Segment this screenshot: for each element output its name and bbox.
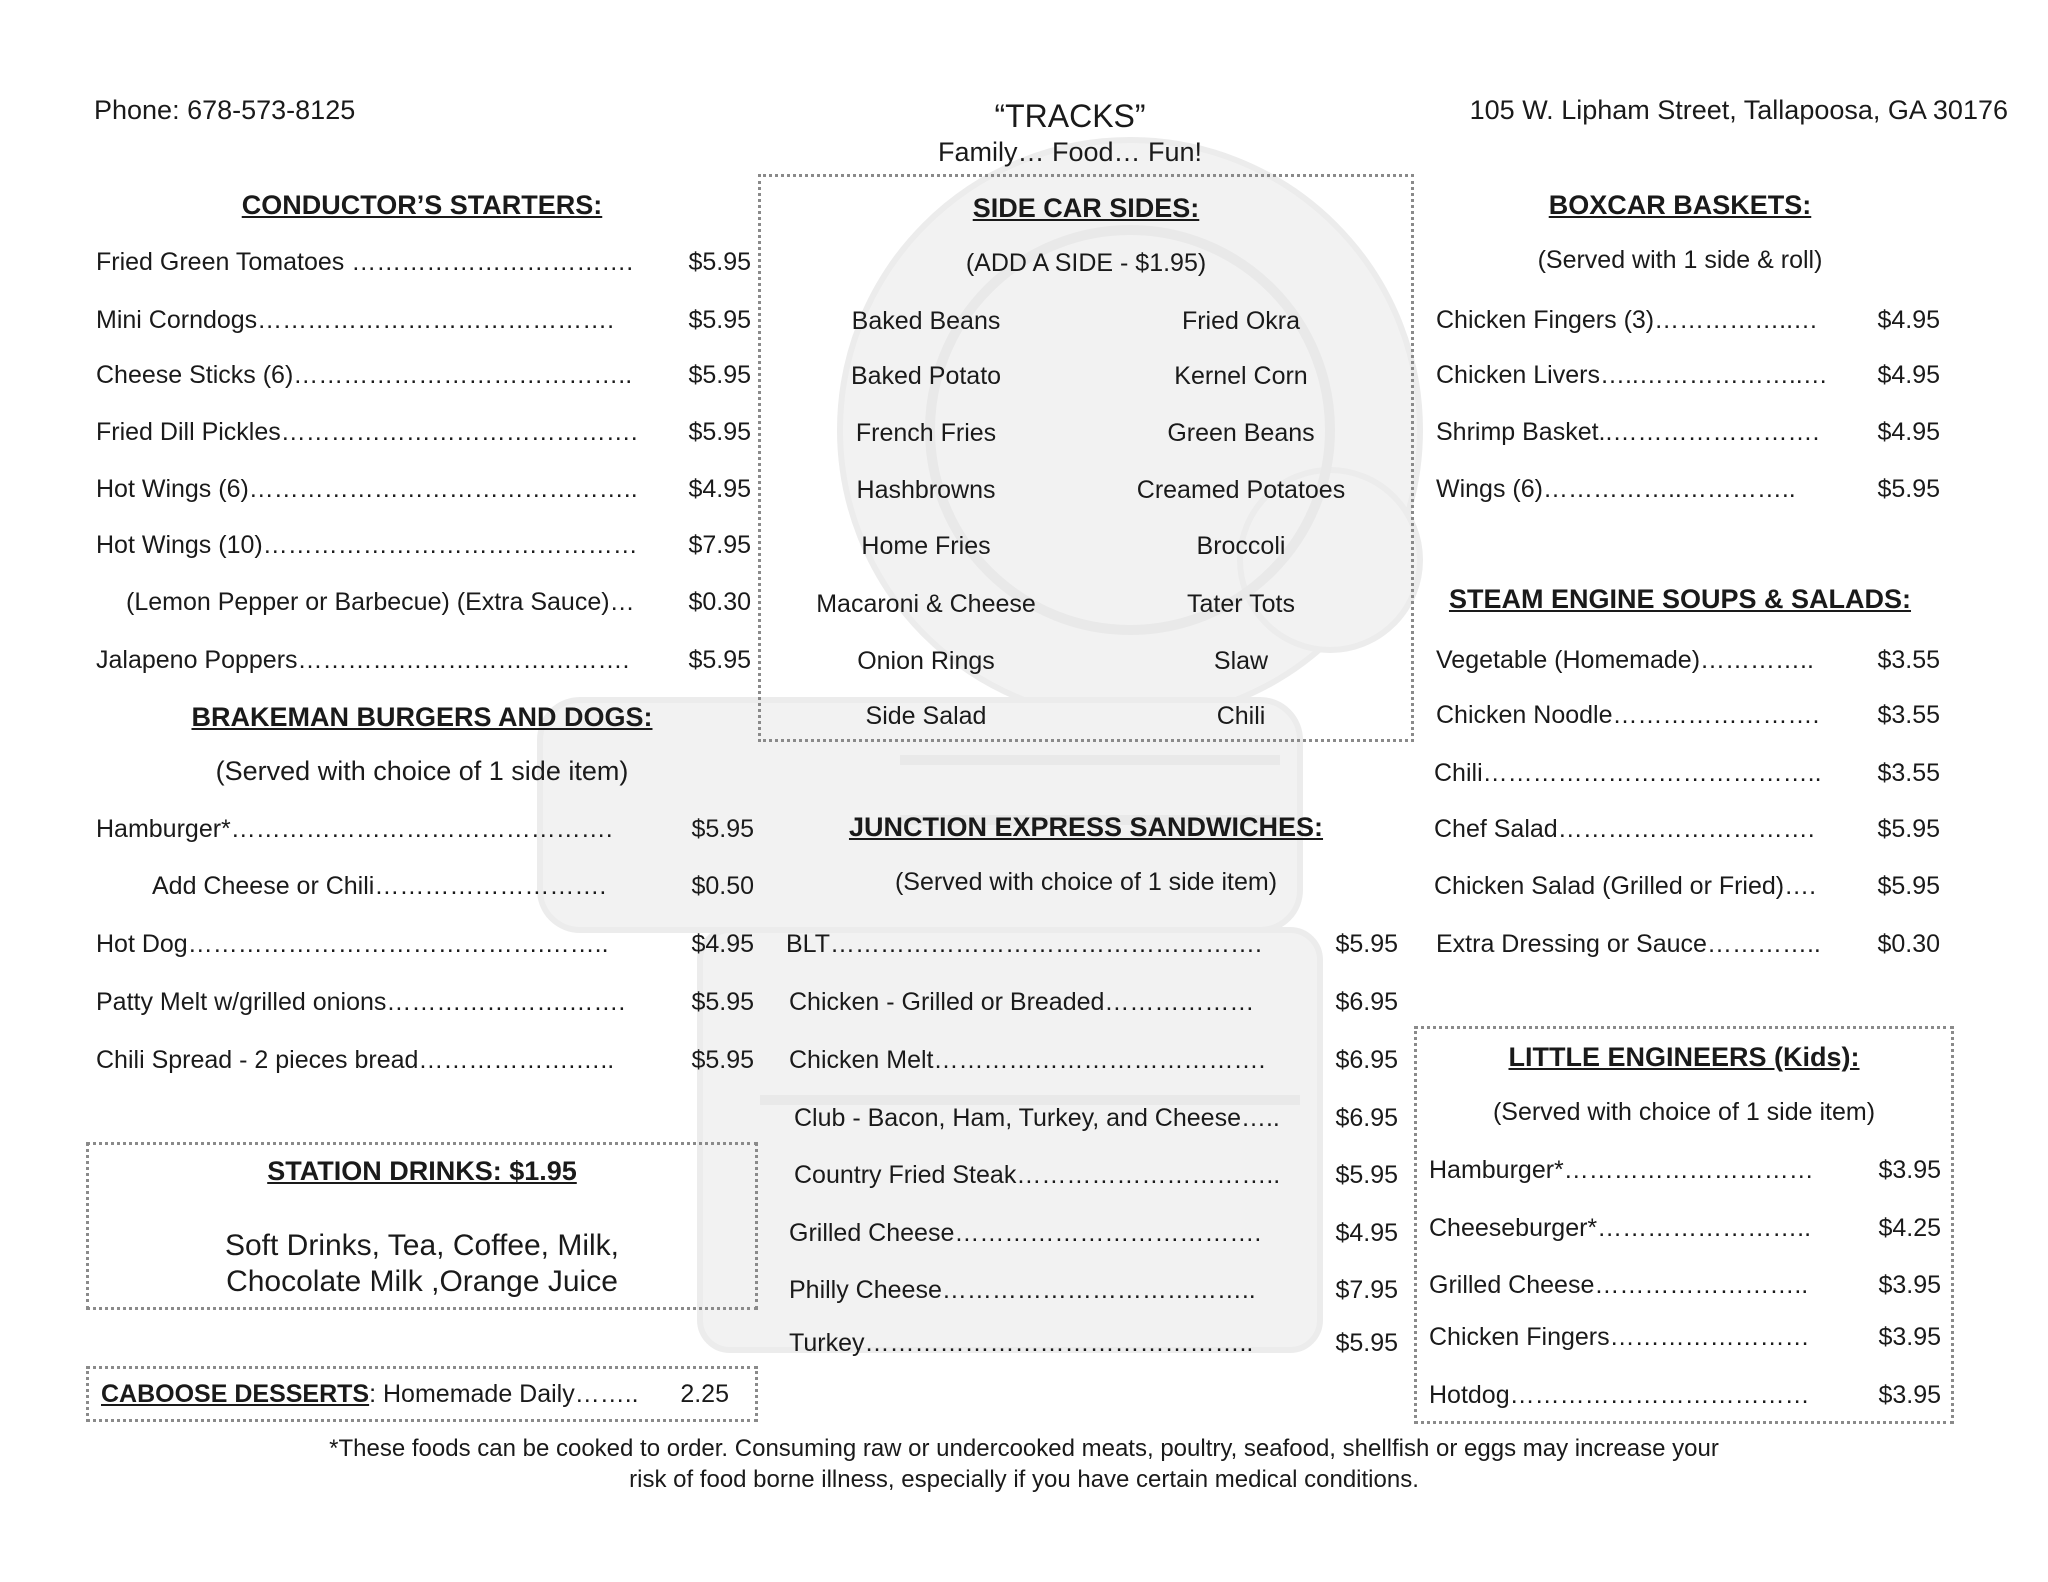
menu-item-name: Wings (6)……………..………….. <box>1436 475 1796 503</box>
baskets-heading: BOXCAR BASKETS: <box>1548 190 1812 220</box>
menu-item <box>1436 929 1940 959</box>
menu-item <box>789 1328 1398 1358</box>
menu-item-name: Cheeseburger*…………………….. <box>1429 1214 1812 1242</box>
menu-item <box>1436 417 1940 447</box>
menu-item <box>96 530 751 560</box>
menu-item <box>96 360 751 390</box>
side-item: Home Fries <box>861 532 991 560</box>
menu-item-name: Chicken Livers…..………………..… <box>1436 361 1828 389</box>
menu-item-price: $4.95 <box>691 930 754 958</box>
menu-item <box>1429 1270 1941 1300</box>
menu-item-name: Chicken Fingers…………………… <box>1429 1323 1810 1351</box>
menu-item-price: $0.50 <box>691 872 754 900</box>
menu-item-price: $0.30 <box>1877 930 1940 958</box>
side-item: Onion Rings <box>857 647 995 675</box>
desserts-text: : Homemade Daily…….. <box>369 1380 639 1408</box>
menu-item-name: Hot Wings (6)……………………………………….. <box>96 475 638 503</box>
menu-item <box>794 1160 1398 1190</box>
menu-item <box>96 417 751 447</box>
menu-item-name: Patty Melt w/grilled onions………………….……. <box>96 988 626 1016</box>
kids-subtitle: (Served with choice of 1 side item) <box>1492 1098 1876 1126</box>
menu-item-price: $5.95 <box>691 815 754 843</box>
drinks-line-2: Chocolate Milk ,Orange Juice <box>226 1265 618 1298</box>
menu-item-price: $5.95 <box>688 418 751 446</box>
menu-item <box>96 1045 754 1075</box>
side-item: Hashbrowns <box>856 476 996 504</box>
menu-item <box>794 1103 1398 1133</box>
menu-item-price: $3.95 <box>1878 1381 1941 1409</box>
menu-item <box>1434 814 1940 844</box>
menu-item-name: Grilled Cheese…………………….. <box>1429 1271 1809 1299</box>
menu-item <box>96 247 751 277</box>
menu-item <box>1429 1380 1941 1410</box>
footer-disclaimer-line-2: risk of food borne illness, especially if you have certain medical conditions. <box>629 1466 1419 1493</box>
menu-item-price: $4.95 <box>688 475 751 503</box>
menu-item <box>786 929 1398 959</box>
menu-item-name: Add Cheese or Chili………………………. <box>152 872 607 900</box>
menu-item-price: $4.95 <box>1877 306 1940 334</box>
menu-item-price: $5.95 <box>1335 1161 1398 1189</box>
menu-item <box>789 1218 1398 1248</box>
sandwiches-heading: JUNCTION EXPRESS SANDWICHES: <box>848 812 1324 842</box>
side-item: Side Salad <box>865 702 987 730</box>
menu-item-price: $5.95 <box>688 248 751 276</box>
menu-item-price: $5.95 <box>688 646 751 674</box>
address: 105 W. Lipham Street, Tallapoosa, GA 30176 <box>1469 95 2008 125</box>
desserts-heading: CABOOSE DESSERTS <box>101 1380 370 1408</box>
menu-item-price: $7.95 <box>688 531 751 559</box>
side-item: Fried Okra <box>1181 307 1301 335</box>
menu-item <box>96 474 751 504</box>
side-item: Green Beans <box>1167 419 1315 447</box>
menu-item-price: $3.95 <box>1878 1156 1941 1184</box>
drinks-line-1: Soft Drinks, Tea, Coffee, Milk, <box>224 1229 620 1262</box>
side-item: Baked Beans <box>851 307 1001 335</box>
menu-item-price: $5.95 <box>1335 930 1398 958</box>
menu-item-price: $6.95 <box>1335 988 1398 1016</box>
menu-item-name: (Lemon Pepper or Barbecue) (Extra Sauce)… <box>126 588 635 616</box>
footer-disclaimer-line-1: *These foods can be cooked to order. Consuming raw or undercooked meats, poultry, seafood, shellfish or eggs may increase your <box>329 1435 1719 1462</box>
sides-box <box>758 174 1414 742</box>
menu-item-name: Mini Corndogs……………………………………. <box>96 306 615 334</box>
menu-item-name: Grilled Cheese………………………………. <box>789 1219 1262 1247</box>
menu-item-name: Hamburger*………………………………………. <box>96 815 613 843</box>
sides-subtitle: (ADD A SIDE - $1.95) <box>965 249 1207 277</box>
side-item: Tater Tots <box>1187 590 1295 618</box>
menu-item <box>789 1045 1398 1075</box>
menu-item-name: Chicken Melt…………………………………. <box>789 1046 1266 1074</box>
menu-item <box>1436 700 1940 730</box>
drinks-heading: STATION DRINKS: $1.95 <box>267 1156 577 1186</box>
menu-item <box>1436 645 1940 675</box>
menu-item <box>96 814 754 844</box>
menu-item-price: $5.95 <box>1877 815 1940 843</box>
menu-item-price: $3.55 <box>1877 759 1940 787</box>
menu-item-name: Chicken Fingers (3)……………..… <box>1436 306 1819 334</box>
menu-item <box>1429 1213 1941 1243</box>
menu-item-price: $4.95 <box>1877 361 1940 389</box>
menu-item <box>96 929 754 959</box>
menu-item <box>1436 305 1940 335</box>
side-item: Creamed Potatoes <box>1136 476 1346 504</box>
menu-item-price: $5.95 <box>688 361 751 389</box>
starters-heading: CONDUCTOR’S STARTERS: <box>241 190 603 220</box>
menu-item-name: Hamburger*………………………… <box>1429 1156 1814 1184</box>
menu-item <box>152 871 754 901</box>
side-item: Macaroni & Cheese <box>816 590 1036 618</box>
desserts-box <box>86 1366 758 1422</box>
menu-item-price: $0.30 <box>688 588 751 616</box>
kids-box <box>1414 1026 1954 1424</box>
menu-item-price: $6.95 <box>1335 1104 1398 1132</box>
menu-item-price: $7.95 <box>1335 1276 1398 1304</box>
side-item: Chili <box>1216 702 1266 730</box>
menu-item <box>789 987 1398 1017</box>
menu-item-price: $5.95 <box>1877 475 1940 503</box>
sandwiches-subtitle: (Served with choice of 1 side item) <box>894 868 1278 896</box>
side-item: Broccoli <box>1196 532 1286 560</box>
menu-item-name: Extra Dressing or Sauce………….. <box>1436 930 1821 958</box>
menu-item-price: $4.25 <box>1878 1214 1941 1242</box>
menu-item-name: Hot Dog…………………………………….…….. <box>96 930 609 958</box>
menu-item-name: Fried Green Tomatoes ……………………………. <box>96 248 634 276</box>
menu-item-price: $4.95 <box>1335 1219 1398 1247</box>
menu-item <box>1436 360 1940 390</box>
burgers-subtitle: (Served with choice of 1 side item) <box>215 756 629 786</box>
restaurant-name: “TRACKS” <box>994 98 1146 134</box>
tagline: Family… Food… Fun! <box>937 137 1203 167</box>
sides-heading: SIDE CAR SIDES: <box>972 193 1200 223</box>
menu-item-name: BLT……………………………………………. <box>786 930 1262 958</box>
phone-number: Phone: 678-573-8125 <box>94 95 356 125</box>
side-item: Kernel Corn <box>1174 362 1308 390</box>
menu-item <box>1434 758 1940 788</box>
menu-item <box>1436 474 1940 504</box>
menu-item <box>1429 1322 1941 1352</box>
menu-item-name: Chicken Salad (Grilled or Fried)…. <box>1434 872 1817 900</box>
menu-item-name: Philly Cheese……………………………….. <box>789 1276 1256 1304</box>
side-item: Slaw <box>1213 647 1269 675</box>
menu-item-price: $3.95 <box>1878 1323 1941 1351</box>
menu-item-name: Fried Dill Pickles……………………………………. <box>96 418 638 446</box>
soups-heading: STEAM ENGINE SOUPS & SALADS: <box>1448 584 1912 614</box>
menu-item-name: Chicken Noodle……………………. <box>1436 701 1820 729</box>
menu-item-name: Chicken - Grilled or Breaded……………… <box>789 988 1255 1016</box>
side-item: French Fries <box>855 419 997 447</box>
menu-item-name: Turkey……………………………………….. <box>789 1329 1254 1357</box>
menu-item-price: $4.95 <box>1877 418 1940 446</box>
menu-item <box>126 587 751 617</box>
menu-item-price: $3.95 <box>1878 1271 1941 1299</box>
menu-item <box>96 987 754 1017</box>
menu-item-price: $6.95 <box>1335 1046 1398 1074</box>
menu-item-price: $3.55 <box>1877 701 1940 729</box>
side-item: Baked Potato <box>850 362 1002 390</box>
menu-item-name: Chili………………………………….. <box>1434 759 1822 787</box>
menu-item-price: $5.95 <box>691 988 754 1016</box>
menu-item-name: Cheese Sticks (6)………………………………….. <box>96 361 633 389</box>
menu-item-name: Vegetable (Homemade)………….. <box>1436 646 1814 674</box>
baskets-subtitle: (Served with 1 side & roll) <box>1537 246 1823 274</box>
kids-heading: LITTLE ENGINEERS (Kids): <box>1508 1042 1860 1072</box>
menu-item-name: Hotdog……………………………… <box>1429 1381 1810 1409</box>
menu-item-name: Hot Wings (10)……………………………………… <box>96 531 638 559</box>
menu-item <box>789 1275 1398 1305</box>
menu-item-name: Chili Spread - 2 pieces bread……………….….. <box>96 1046 615 1074</box>
desserts-price: 2.25 <box>680 1380 729 1408</box>
menu-item-price: $5.95 <box>691 1046 754 1074</box>
menu-item-name: Shrimp Basket..……………………. <box>1436 418 1820 446</box>
menu-item-name: Country Fried Steak………………………….. <box>794 1161 1281 1189</box>
menu-item <box>96 305 751 335</box>
drinks-box <box>86 1142 758 1310</box>
menu-item <box>1429 1155 1941 1185</box>
menu-item <box>96 645 751 675</box>
menu-item-name: Jalapeno Poppers…………………………………. <box>96 646 630 674</box>
menu-item-price: $5.95 <box>1335 1329 1398 1357</box>
desserts-line <box>101 1379 639 1409</box>
menu-item-price: $3.55 <box>1877 646 1940 674</box>
burgers-heading: BRAKEMAN BURGERS AND DOGS: <box>191 702 653 732</box>
menu-item-price: $5.95 <box>1877 872 1940 900</box>
menu-item-name: Club - Bacon, Ham, Turkey, and Cheese….. <box>794 1104 1280 1132</box>
menu-item-price: $5.95 <box>688 306 751 334</box>
menu-item-name: Chef Salad…………………………. <box>1434 815 1815 843</box>
menu-item <box>1434 871 1940 901</box>
